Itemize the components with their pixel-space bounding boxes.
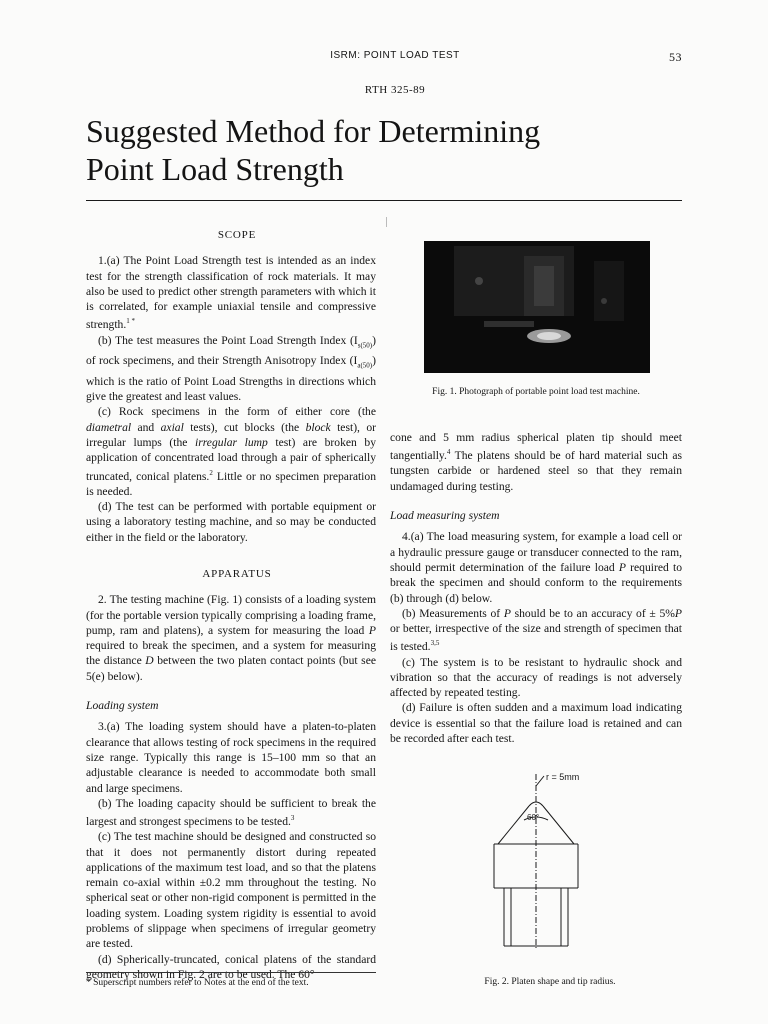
loading-system-heading: Loading system [86,699,159,713]
title-rule [86,200,682,201]
load-measuring-paragraph-c: (c) The system is to be resistant to hydraulic shock and vibration so that the accuracy of readings is not adversely affected by repeated testing. [390,655,682,700]
portable-point-load-machine-photo [424,241,650,373]
platen-continuation-paragraph: cone and 5 mm radius spherical platen tip should meet tangentially.$^4$ The platens should be of hard material such as tungsten carbide or hardened steel so that they remain undamaged during testing. [390,431,682,493]
loading-paragraph-b: (b) The loading capacity should be sufficient to break the largest and strongest specimens to be tested.$^3$ [86,796,376,828]
scope-paragraph-d: (d) The test can be performed with portable equipment or using a laboratory testing machine, and so may be conducted either in the field or the laboratory. [86,500,376,544]
document-code: RTH 325-89 [364,84,426,96]
page-title [86,112,686,188]
load-measuring-paragraph-d: (d) Failure is often sudden and a maximum load indicating device is essential so that the failure load is retained and can be recorded after each test. [390,701,682,746]
column-divider-mark [386,217,387,227]
load-measuring-heading: Load measuring system [390,509,500,523]
loading-paragraph-d: (d) Spherically-truncated, conical platens of the standard geometry shown in Fig. 2 are to be used. The 60° [86,952,376,981]
radius-label: r = 5mm [546,772,580,782]
load-measuring-paragraph-a: 4.(a) The load measuring system, for example a load cell or a hydraulic pressure gauge or transducer connected to the ram, should permit determination of the failure load P required to break the specimen and should conform to the requirements (b) through (d) below. [390,530,682,605]
angle-label: 60° [527,813,540,822]
scope-paragraph-a: 1.(a) The Point Load Strength test is intended as an index test for the strength classification of rock materials. It may also be used to predict other strength parameters with which it is correlated, for example uniaxial tensile and compressive strength.$^{1 *}$ [86,254,376,332]
loading-paragraph-a: 3.(a) The loading system should have a platen-to-platen clearance that allows testing of rock specimens in the required size range. Typically this range is 15–100 mm so that an adjustable clearance is needed to accommodate both small and large specimens. [86,720,376,795]
right-column [390,430,682,746]
running-head: ISRM: POINT LOAD TEST [330,50,460,61]
page-number: 53 [669,50,682,64]
apparatus-heading: APPARATUS [202,567,272,580]
scope-paragraph-c: (c) Rock specimens in the form of either core (the diametral and axial tests), cut blocks (the block test), or irregular lumps (the irregular lump test) are broken by application of concentrated load through a pair of spherically truncated, conical platens.$^2$ Little or no specimen preparation is needed. [86,405,376,498]
footnote: * Superscript numbers refer to Notes at the end of the text. [86,978,309,988]
figure-1-caption: Fig. 1. Photograph of portable point load test machine. [432,387,640,397]
footnote-rule [86,972,376,973]
loading-paragraph-c: (c) The test machine should be designed and constructed so that it does not permanently distort during repeated applications of the maximum test load, and so that the platens remain co-axial within ±0.2 mm throughout the testing. No spherical seat or other non-rigid component is permitted in the loading system. Loading system rigidity is essential to avoid problems of slippage when specimens of irregular geometry are tested. [86,830,376,951]
load-measuring-paragraph-b: (b) Measurements of P should be to an accuracy of ± 5%P or better, irrespective of the size and strength of specimen that is tested.$^{3,5}$ [390,606,682,654]
title-line-1: Suggested Method for Determining [86,113,541,149]
figure-2-caption: Fig. 2. Platen shape and tip radius. [484,977,616,987]
left-column [86,228,376,982]
scope-heading: SCOPE [217,229,257,241]
title-line-2: Point Load Strength [86,151,344,187]
platen-shape-diagram [476,768,636,963]
scope-paragraph-b: (b) The test measures the Point Load Strength Index $(I_{s(50)})$ of rock specimens, and their Strength Anisotropy Index $(I_{a(50)})$ which is the ratio of Point Load Strengths in directions which give the greatest and least values. [86,333,376,404]
apparatus-paragraph: 2. The testing machine (Fig. 1) consists of a loading system (for the portable version typically comprising a loading frame, pump, ram and platens), a system for measuring the load P required to break the specimen, and a system for measuring the distance D between the two platen contact points (but see 5(e) below). [86,593,376,683]
